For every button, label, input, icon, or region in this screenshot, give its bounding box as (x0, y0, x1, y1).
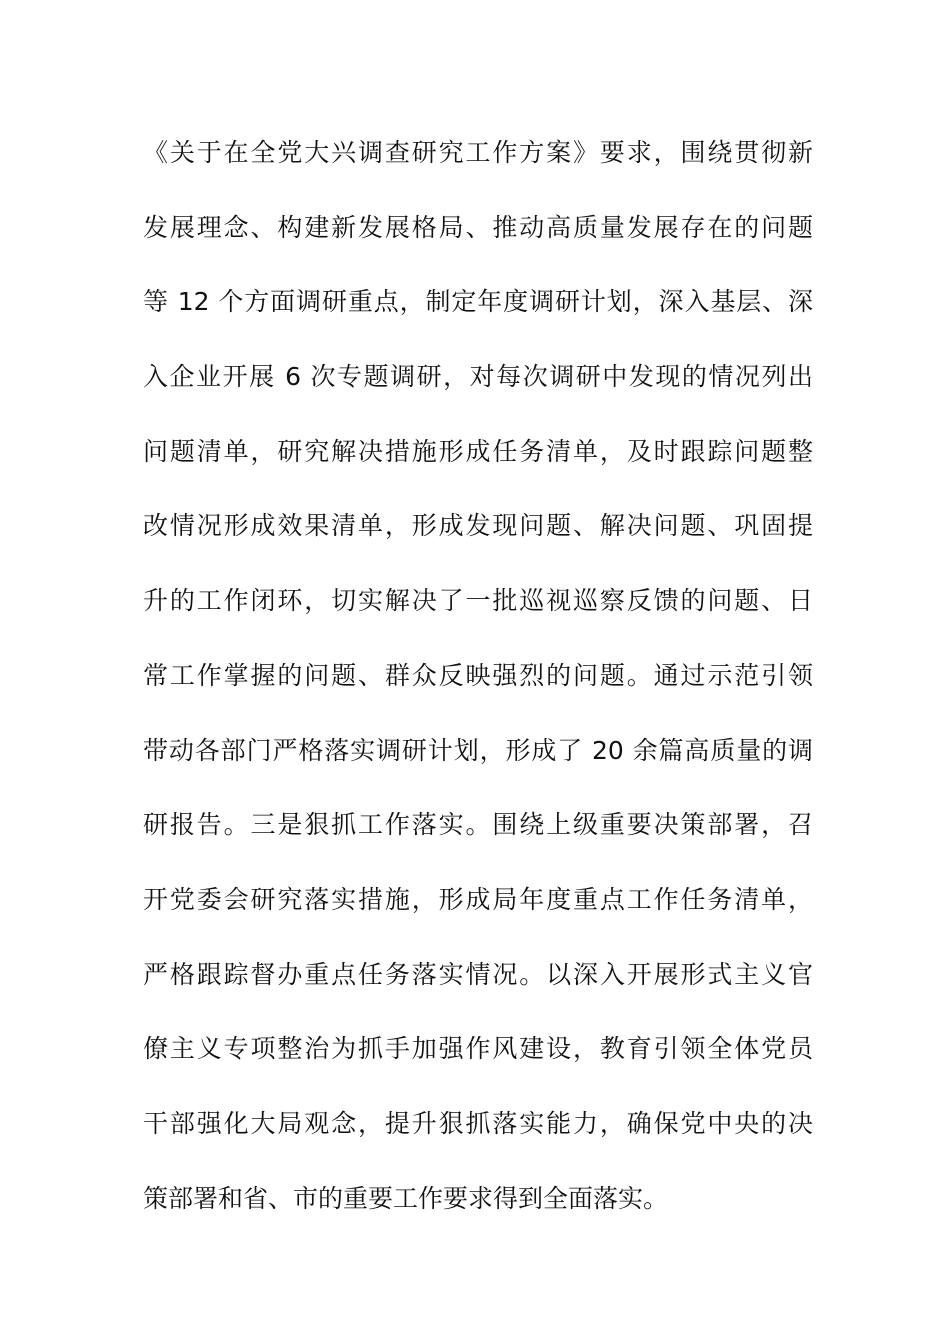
paragraph-line: 干部强化大局观念，提升狠抓落实能力，确保党中央的决 (143, 1108, 813, 1138)
paragraph-line: 策部署和省、市的重要工作要求得到全面落实。 (143, 1183, 669, 1213)
paragraph-line: 严格跟踪督办重点任务落实情况。以深入开展形式主义官 (143, 959, 813, 989)
paragraph-line: 发展理念、构建新发展格局、推动高质量发展存在的问题 (143, 212, 813, 242)
body-paragraph (143, 128, 813, 1248)
paragraph-line: 入企业开展 6 次专题调研，对每次调研中发现的情况列出 (143, 362, 813, 392)
paragraph-line: 改情况形成效果清单，形成发现问题、解决问题、巩固提 (143, 511, 813, 541)
paragraph-line: 研报告。三是狠抓工作落实。围绕上级重要决策部署，召 (143, 810, 813, 840)
paragraph-line: 常工作掌握的问题、群众反映强烈的问题。通过示范引领 (143, 660, 813, 690)
paragraph-line: 问题清单，研究解决措施形成任务清单，及时跟踪问题整 (143, 436, 813, 466)
paragraph-line: 带动各部门严格落实调研计划，形成了 20 余篇高质量的调 (143, 735, 813, 765)
paragraph-line: 升的工作闭环，切实解决了一批巡视巡察反馈的问题、日 (143, 586, 813, 616)
paragraph-line: 开党委会研究落实措施，形成局年度重点工作任务清单， (143, 884, 813, 914)
paragraph-line: 僚主义专项整治为抓手加强作风建设，教育引领全体党员 (143, 1034, 813, 1064)
paragraph-line: 等 12 个方面调研重点，制定年度调研计划，深入基层、深 (143, 287, 813, 317)
paragraph-line: 《关于在全党大兴调查研究工作方案》要求，围绕贯彻新 (143, 138, 813, 167)
